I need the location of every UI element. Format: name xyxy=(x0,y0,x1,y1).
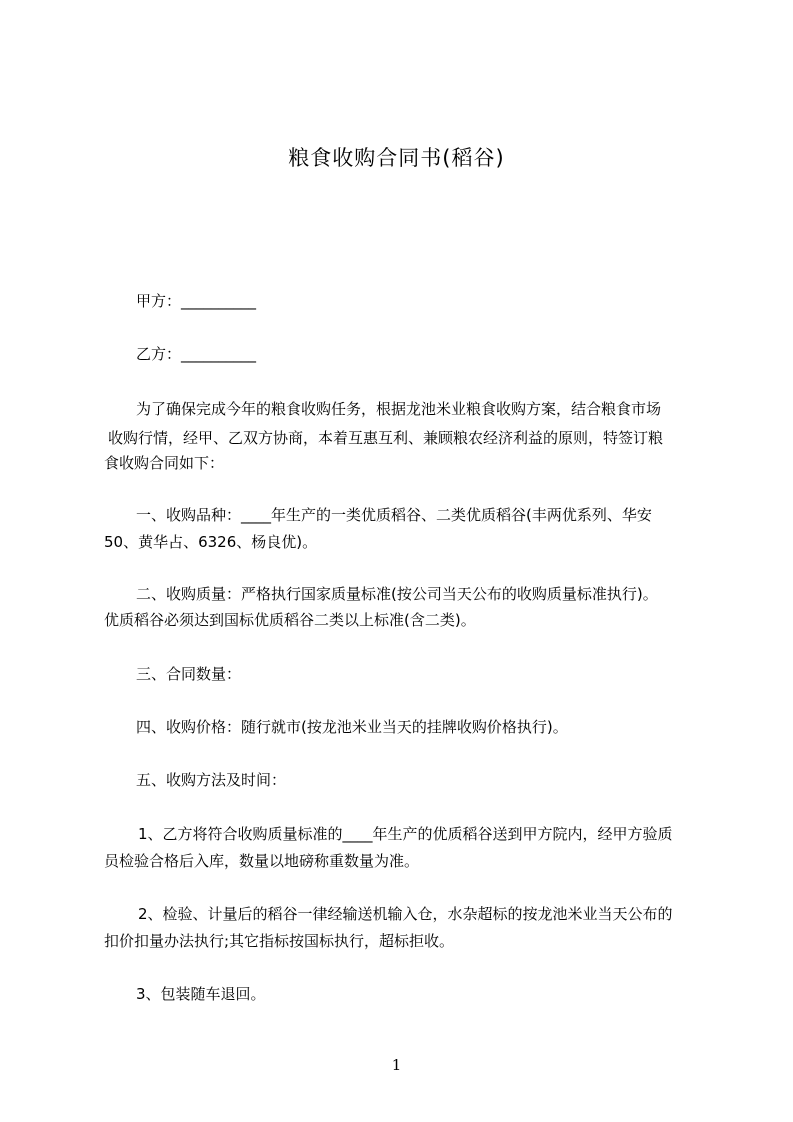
item-2-line-1: 2、检验、计量后的稻谷一律经输送机输入仓，水杂超标的按龙池米业当天公布的 xyxy=(138,905,673,923)
section-1-line-2: 50、黄华占、6326、杨良优)。 xyxy=(104,533,318,551)
item-3-line: 3、包装随车退回。 xyxy=(136,985,266,1003)
party-a-line: 甲方：__________ xyxy=(136,292,257,310)
item-1-line-2: 员检验合格后入库，数量以地磅称重数量为准。 xyxy=(104,852,420,870)
intro-line-3: 食收购合同如下： xyxy=(104,454,225,472)
contract-title: 粮食收购合同书(稻谷) xyxy=(288,146,505,170)
section-5-line: 五、收购方法及时间： xyxy=(136,771,287,789)
party-b-line: 乙方：__________ xyxy=(136,345,257,363)
section-3-line: 三、合同数量： xyxy=(136,665,242,683)
section-2-line-2: 优质稻谷必须达到国标优质稻谷二类以上标准(含二类)。 xyxy=(104,611,476,629)
item-1-line-1: 1、乙方将符合收购质量标准的____年生产的优质稻谷送到甲方院内，经甲方验质 xyxy=(138,825,673,843)
section-1-line-1: 一、收购品种：____年生产的一类优质稻谷、二类优质稻谷(丰两优系列、华安 xyxy=(136,506,652,524)
intro-line-1: 为了确保完成今年的粮食收购任务，根据龙池米业粮食收购方案，结合粮食市场 xyxy=(136,400,662,418)
section-2-line-1: 二、收购质量：严格执行国家质量标准(按公司当天公布的收购质量标准执行)。 xyxy=(136,585,658,603)
page-number: 1 xyxy=(391,1056,402,1074)
item-2-line-2: 扣价扣量办法执行;其它指标按国标执行，超标拒收。 xyxy=(104,932,455,950)
section-4-line: 四、收购价格：随行就市(按龙池米业当天的挂牌收购价格执行)。 xyxy=(136,718,568,736)
intro-line-2: 收购行情，经甲、乙双方协商，本着互惠互利、兼顾粮农经济利益的原则，特签订粮 xyxy=(108,429,664,447)
